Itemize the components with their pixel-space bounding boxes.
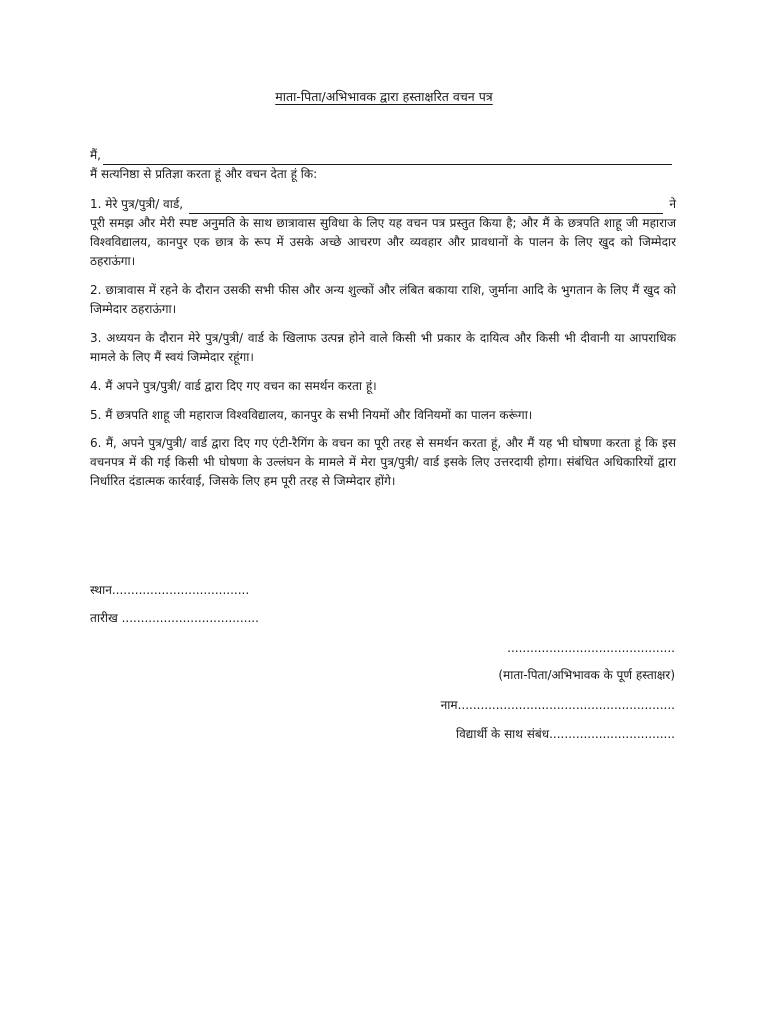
- place-field: स्थान....................................: [90, 583, 250, 597]
- signature-line: ............................................: [507, 641, 675, 655]
- item-1-first-line: [90, 195, 676, 214]
- page-title: माता-पिता/अभिभावक द्वारा हस्ताक्षरित वचन पत्र: [275, 89, 493, 104]
- ward-name-blank-line: [189, 200, 663, 214]
- intro-section: [90, 146, 676, 184]
- intro-label: मैं,: [90, 148, 101, 162]
- item-3: [90, 329, 676, 367]
- item-6-text: 6. मैं, अपने पुत्र/पुत्री/ वार्ड द्वारा दिए गए एंटी-रैगिंग के वचन का पूरी तरह से समर्थन करता हूं, और मैं यह भी घोषणा करता हूं कि इस वचनपत्र में की गई किसी भी घोषणा के उल्लंघन के मामले में मेरा पुत्र/पुत्री/ वार्ड इसके लिए उत्तरदायी होगा। संबंधित अधिकारियों द्वारा निर्धारित दंडात्मक कार्रवाई, जिसके लिए हम पूरी तरह से जिम्मेदार होंगे।: [90, 436, 676, 488]
- name-blank-line: [103, 151, 672, 165]
- item-1: [90, 195, 676, 271]
- item-1-suffix: ने: [669, 197, 676, 211]
- intro-line: [90, 146, 676, 165]
- oath-line: मैं सत्यनिष्ठा से प्रतिज्ञा करता हूं और वचन देता हूं कि:: [90, 167, 318, 181]
- item-3-text: 3. अध्ययन के दौरान मेरे पुत्र/पुत्री/ वार्ड के खिलाफ उत्पन्न होने वाले किसी भी प्रकार के दायित्व और किसी भी दीवानी या आपराधिक मामले के लिए मैं स्वयं जिम्मेदार रहूंगा।: [90, 331, 676, 364]
- item-5-text: 5. मैं छत्रपति शाहू जी महाराज विश्वविद्यालय, कानपुर के सभी नियमों और विनियमों का पालन करूंगा।: [90, 408, 533, 422]
- guardian-name-field: नाम.........................................................: [440, 698, 675, 712]
- date-field: तारीख ....................................: [90, 611, 259, 625]
- item-2: [90, 281, 676, 319]
- item-4: [90, 377, 676, 396]
- relation-field: विद्यार्थी के साथ संबंध.................................: [456, 727, 675, 741]
- item-1-body: पूरी समझ और मेरी स्पष्ट अनुमति के साथ छात्रावास सुविधा के लिए यह वचन पत्र प्रस्तुत किया है; और मैं के छत्रपति शाहू जी महाराज विश्वविद्यालय, कानपुर एक छात्र के रूप में उसके अच्छे आचरण और व्यवहार और प्रावधानों के पालन के लिए खुद को जिम्मेदार ठहराऊंगा।: [90, 216, 676, 268]
- item-1-prefix: 1. मेरे पुत्र/पुत्री/ वार्ड,: [90, 197, 184, 211]
- item-5: [90, 406, 676, 425]
- item-6: [90, 434, 676, 491]
- item-4-text: 4. मैं अपने पुत्र/पुत्री/ वार्ड द्वारा दिए गए वचन का समर्थन करता हूं।: [90, 379, 377, 393]
- item-2-text: 2. छात्रावास में रहने के दौरान उसकी सभी फीस और अन्य शुल्कों और लंबित बकाया राशि, जुर्माना आदि के भुगतान के लिए मैं खुद को जिम्मेदार ठहराऊंगा।: [90, 283, 676, 316]
- signature-caption: (माता-पिता/अभिभावक के पूर्ण हस्ताक्षर): [498, 668, 675, 682]
